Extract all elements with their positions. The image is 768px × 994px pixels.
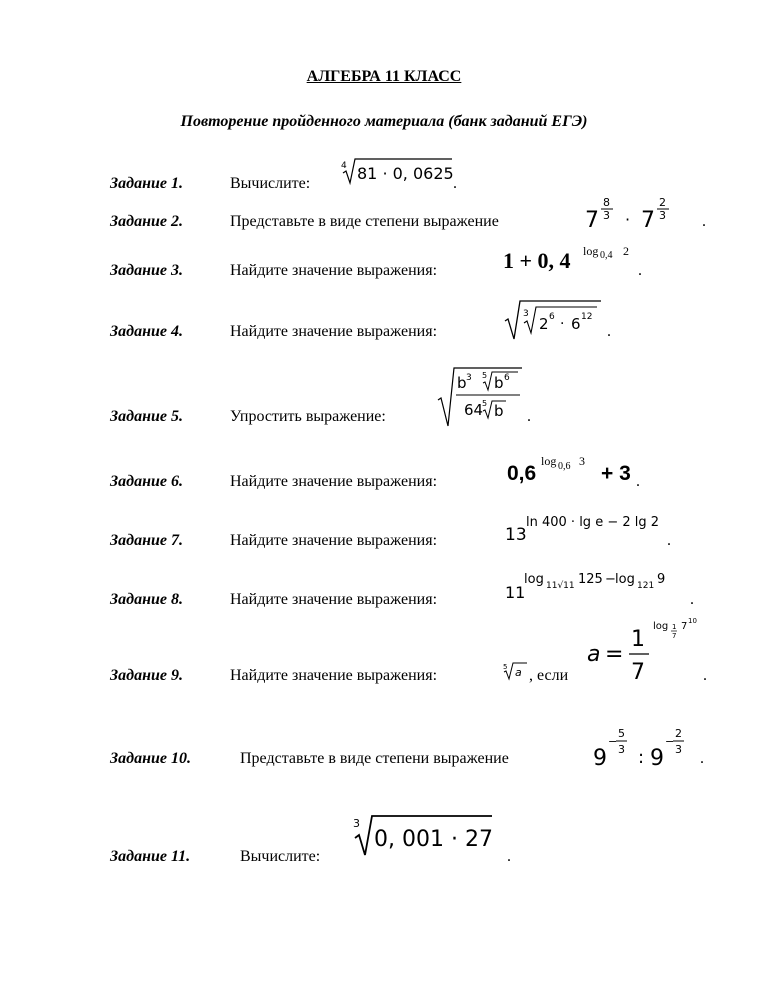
task-label: Задание 4. xyxy=(110,323,183,340)
exp-2-den: 3 xyxy=(675,743,682,756)
exp-1-minus: − xyxy=(608,735,618,748)
base: 11 xyxy=(505,583,526,602)
formula-cube-root xyxy=(352,813,497,859)
task-label: Задание 2. xyxy=(110,213,183,230)
base: 0,6 xyxy=(507,462,537,485)
exp-log-2-arg: 9 xyxy=(657,572,666,587)
exp-log-arg-exp: 10 xyxy=(688,617,697,625)
num-root-index: 5 xyxy=(482,371,488,380)
task-label: Задание 11. xyxy=(110,848,191,865)
task-label: Задание 9. xyxy=(110,667,183,684)
task-6 xyxy=(0,454,768,490)
exp-1-num: 5 xyxy=(618,727,625,740)
task-9 xyxy=(0,617,768,685)
exp-2-minus: − xyxy=(665,735,675,748)
fraction-num: 1 xyxy=(631,627,645,652)
formula-power-product xyxy=(585,197,695,231)
root-index: 3 xyxy=(353,817,360,830)
task-suffix: . xyxy=(703,667,707,684)
task-suffix: . xyxy=(700,750,704,767)
formula-log-difference xyxy=(505,570,690,608)
formula-log-power-sum xyxy=(507,453,637,487)
radicand: 81 · 0, 0625 xyxy=(357,164,454,183)
exp-2-num: 2 xyxy=(675,727,682,740)
task-5 xyxy=(0,371,768,425)
exp-log: log xyxy=(583,244,599,258)
exponent: ln 400 · lg e − 2 lg 2 xyxy=(526,515,660,530)
task-label: Задание 10. xyxy=(110,750,191,767)
task-text: Представьте в виде степени выражение xyxy=(230,213,499,230)
formula-power-quotient xyxy=(593,725,698,769)
task-text: Найдите значение выражения: xyxy=(230,591,438,608)
exp-log-arg: 2 xyxy=(623,244,629,258)
exp-1: 6 xyxy=(549,312,555,322)
exp-1-num: 8 xyxy=(603,196,610,209)
task-text: Вычислите: xyxy=(230,175,311,192)
task-label: Задание 8. xyxy=(110,591,183,608)
task-10 xyxy=(0,727,768,771)
num-root-exp: 6 xyxy=(504,373,510,383)
exp-log-base: 0,6 xyxy=(558,461,571,472)
exp-log-2-base: 121 xyxy=(637,581,655,591)
base-1: 9 xyxy=(593,746,607,771)
root-index: 4 xyxy=(341,161,347,171)
base-1: 7 xyxy=(585,208,599,233)
base-2: 9 xyxy=(650,746,664,771)
exp-log: log xyxy=(653,621,669,632)
task-3 xyxy=(0,244,768,279)
task-1 xyxy=(0,161,768,192)
main-expression: 1 + 0, 4 xyxy=(503,248,571,273)
formula-root-fraction xyxy=(438,366,528,428)
task-text: Найдите значение выражения: xyxy=(230,323,438,340)
den-root-index: 5 xyxy=(482,399,488,408)
exp-1-den: 3 xyxy=(603,209,610,222)
task-suffix: . xyxy=(667,532,671,549)
page-subtitle: Повторение пройденного материала (банк заданий ЕГЭ) xyxy=(180,113,588,130)
exp-log: log xyxy=(541,454,557,468)
task-7 xyxy=(0,515,768,549)
formula-log-power xyxy=(503,244,643,276)
exp-log-1-arg: 125 xyxy=(578,572,603,587)
task-label: Задание 7. xyxy=(110,532,183,549)
task-suffix: . xyxy=(638,262,642,279)
task-suffix: . xyxy=(690,591,694,608)
division-colon: : xyxy=(638,747,645,768)
task-text: Найдите значение выражения: xyxy=(230,473,438,490)
task-text: Найдите значение выражения: xyxy=(230,262,438,279)
task-text: Упростить выражение: xyxy=(230,408,386,425)
base: 13 xyxy=(505,525,527,545)
page-title: АЛГЕБРА 11 КЛАСС xyxy=(306,68,462,85)
task-4 xyxy=(0,309,768,340)
base-2: 6 xyxy=(571,315,581,333)
formula-condition xyxy=(587,617,702,685)
formula-ln-power xyxy=(505,513,670,547)
base-2: 7 xyxy=(641,208,655,233)
exp-log-2: log xyxy=(615,572,635,587)
task-label: Задание 3. xyxy=(110,262,183,279)
task-label: Задание 6. xyxy=(110,473,183,490)
exp-log-base-den: 7 xyxy=(672,632,677,640)
den-coef: 64 xyxy=(464,401,484,419)
exp-log-1-base: 11√11 xyxy=(546,581,575,591)
task-suffix: . xyxy=(636,473,640,490)
task-text: Вычислите: xyxy=(240,848,321,865)
radicand: 0, 001 · 27 xyxy=(374,827,493,852)
exp-log-arg: 3 xyxy=(579,454,585,468)
formula-nested-root xyxy=(505,299,605,341)
num-root-base: b xyxy=(494,374,504,392)
exp-log-arg: 7 xyxy=(681,621,688,632)
exp-log-base: 0,4 xyxy=(600,250,613,261)
task-8 xyxy=(0,572,768,608)
exp-2: 12 xyxy=(581,312,593,322)
task-suffix: . xyxy=(702,213,706,230)
fraction-den: 7 xyxy=(631,660,645,685)
equals-sign: = xyxy=(605,642,624,667)
task-suffix: . xyxy=(527,408,531,425)
num-base: b xyxy=(457,374,467,392)
var-a: a xyxy=(587,642,601,667)
task-2 xyxy=(0,196,768,233)
den-root-base: b xyxy=(494,402,504,420)
root-index: 5 xyxy=(503,663,508,671)
inner-root-index: 3 xyxy=(523,309,529,319)
exp-log-base-num: 1 xyxy=(672,623,677,631)
task-suffix: . xyxy=(507,848,511,865)
task-text: Представьте в виде степени выражение xyxy=(240,750,509,767)
tail-term: + 3 xyxy=(601,462,631,485)
formula-root-product xyxy=(340,156,460,186)
num-exp: 3 xyxy=(466,373,472,383)
exp-2-num: 2 xyxy=(659,196,666,209)
task-suffix: . xyxy=(607,323,611,340)
formula-fifth-root xyxy=(503,661,529,681)
root-var: a xyxy=(515,666,522,679)
exp-minus: − xyxy=(605,572,616,587)
mult-dot: · xyxy=(560,316,565,332)
task-label: Задание 5. xyxy=(110,408,183,425)
condition-text: , если xyxy=(529,667,569,684)
base-1: 2 xyxy=(539,315,549,333)
exp-log-1: log xyxy=(524,572,544,587)
task-11 xyxy=(0,817,768,865)
task-text: Найдите значение выражения: xyxy=(230,667,438,684)
task-suffix: . xyxy=(453,175,457,192)
task-text: Найдите значение выражения: xyxy=(230,532,438,549)
exp-2-den: 3 xyxy=(659,209,666,222)
mult-dot: · xyxy=(625,210,631,229)
exp-1-den: 3 xyxy=(618,743,625,756)
task-label: Задание 1. xyxy=(110,175,183,192)
